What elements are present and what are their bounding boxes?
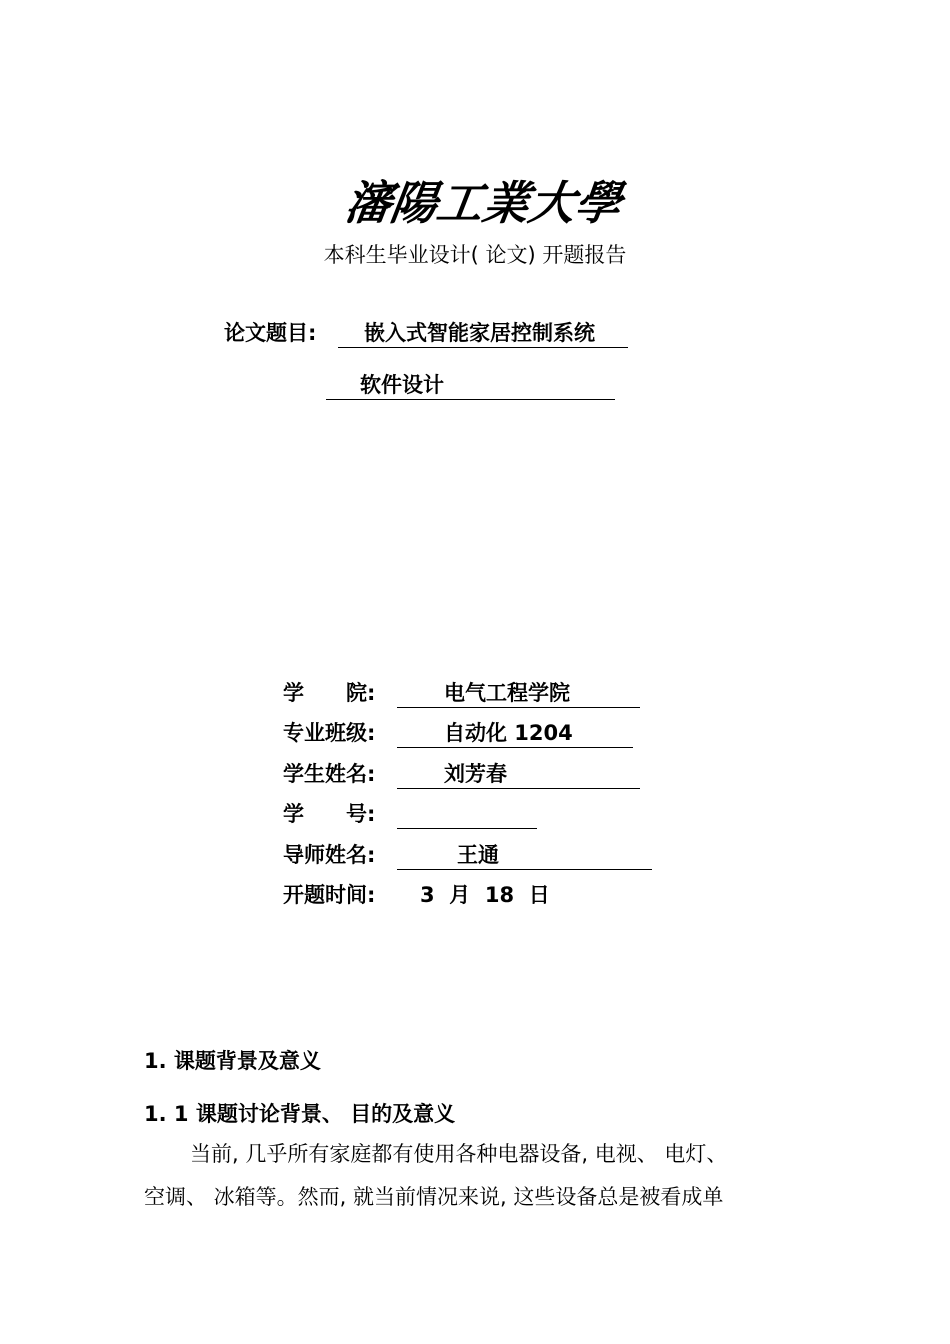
class-value: 自动化 1204 [397, 718, 633, 748]
university-logo [341, 176, 625, 230]
thesis-title-line2: 软件设计 [326, 370, 615, 400]
logo-char-5: 大 [525, 176, 579, 230]
student-name-value: 刘芳春 [397, 759, 640, 789]
college-label: 学 院: [283, 681, 376, 705]
logo-char-2: 陽 [387, 176, 441, 230]
logo-char-4: 業 [479, 176, 533, 230]
advisor-label: 导师姓名: [283, 843, 376, 867]
start-date-label: 开题时间: [283, 883, 376, 907]
logo-char-6: 學 [571, 176, 625, 230]
report-subtitle: 本科生毕业设计( 论文) 开题报告 [323, 243, 627, 267]
paragraph-line-2: 空调、 冰箱等。然而, 就当前情况来说, 这些设备总是被看成单 [144, 1185, 724, 1209]
logo-char-1: 瀋 [341, 176, 395, 230]
start-date-value: 3 月 18 日 [420, 883, 550, 907]
section-1-1-heading: 1. 1 课题讨论背景、 目的及意义 [144, 1102, 456, 1126]
college-value: 电气工程学院 [397, 678, 640, 708]
paragraph-line-1: 当前, 几乎所有家庭都有使用各种电器设备, 电视、 电灯、 [190, 1142, 728, 1166]
thesis-title-label: 论文题目: [224, 321, 317, 345]
student-id-value [397, 799, 537, 829]
student-id-label: 学 号: [283, 802, 376, 826]
logo-char-3: 工 [433, 176, 487, 230]
thesis-title-line1: 嵌入式智能家居控制系统 [338, 318, 628, 348]
section-1-heading: 1. 课题背景及意义 [144, 1049, 321, 1073]
class-label: 专业班级: [283, 721, 376, 745]
student-name-label: 学生姓名: [283, 762, 376, 786]
advisor-value: 王通 [397, 840, 652, 870]
